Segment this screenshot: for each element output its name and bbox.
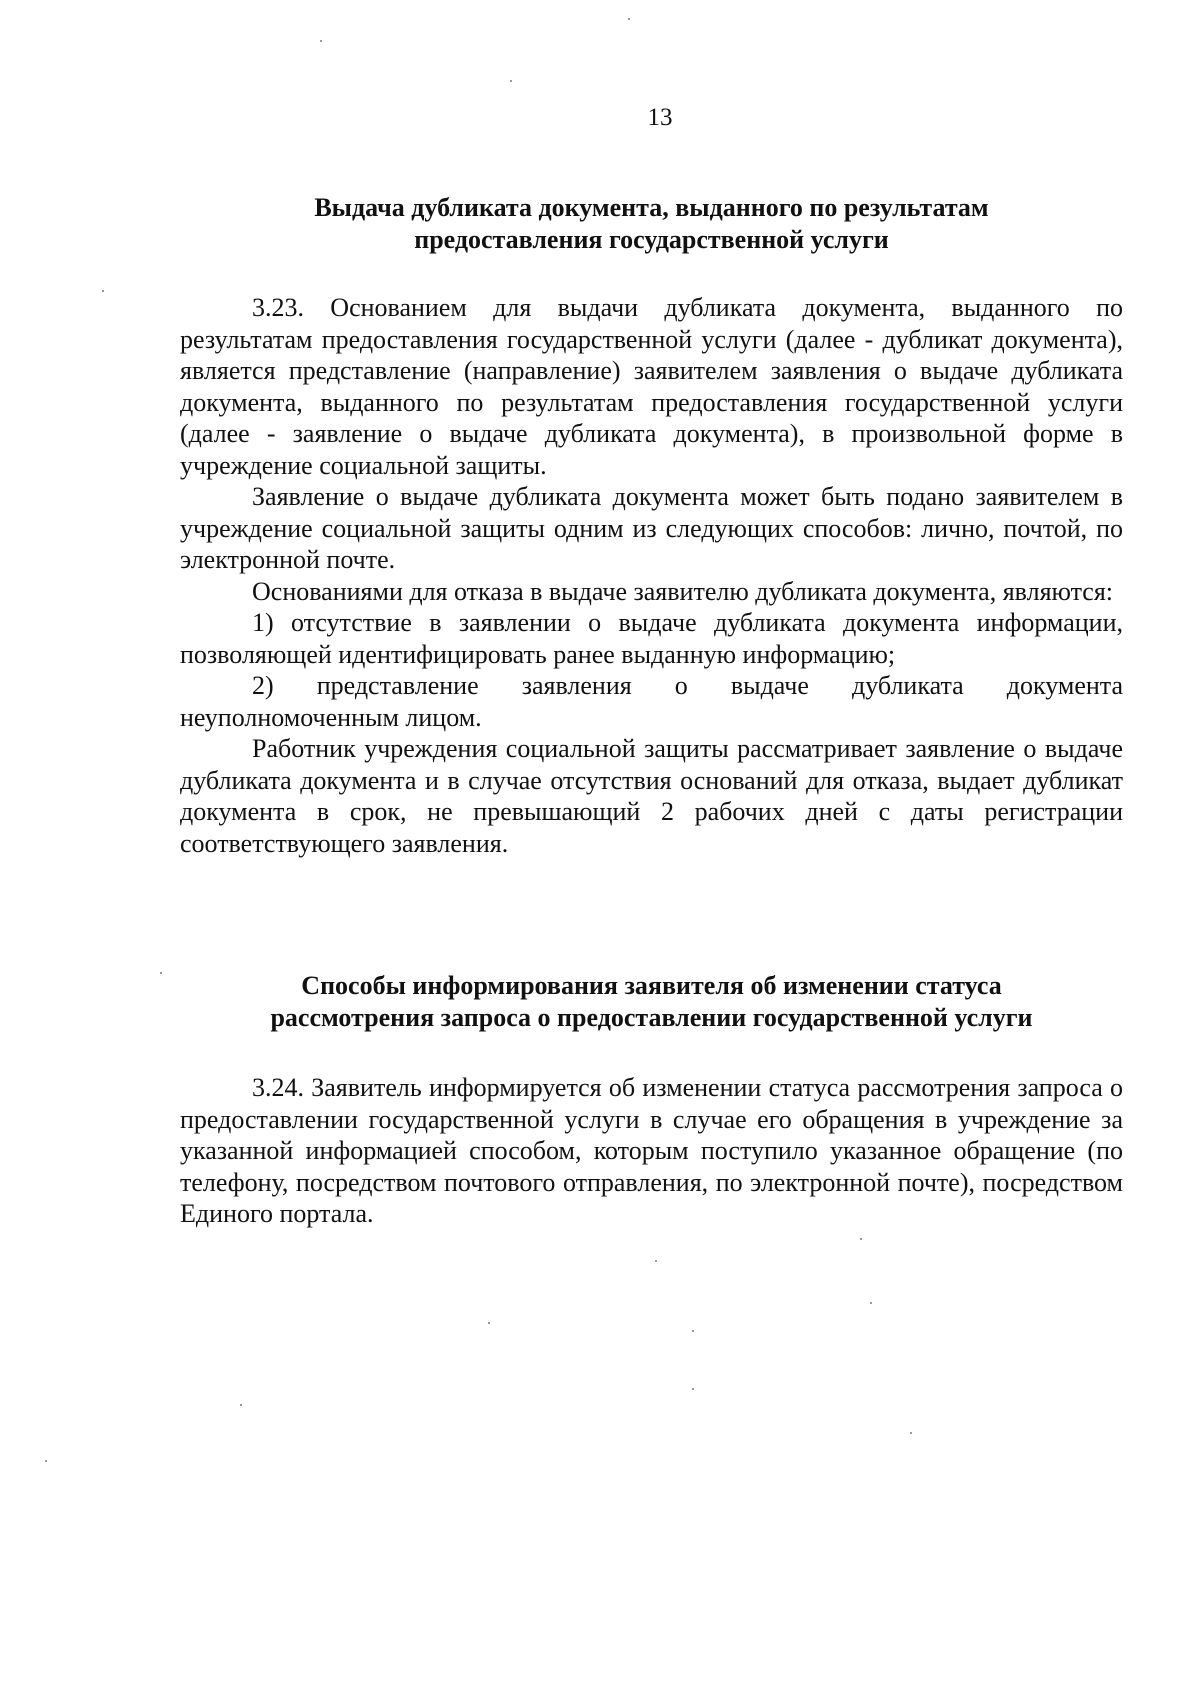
- scan-speck: [160, 972, 162, 974]
- scan-speck: [510, 80, 512, 82]
- heading-line: Способы информирования заявителя об изменении статуса: [301, 971, 1002, 1000]
- section-heading-status-notification: [180, 970, 1123, 1034]
- heading-line: Выдача дубликата документа, выданного по результатам: [314, 193, 989, 222]
- paragraph-3-23: 3.23. Основанием для выдачи дубликата документа, выданного по результатам предоставления государственной услуги (далее - дубликат документа), является представление (направление) заявителем заявления о выдаче дубликата документа, выданного по результатам предоставления государственной услуги (далее - заявление о выдаче дубликата документа), в произвольной форме в учреждение социальной защиты.: [180, 293, 1123, 480]
- paragraph-refusal-grounds: Основаниями для отказа в выдаче заявителю дубликата документа, являются:: [252, 576, 1114, 606]
- scan-speck: [240, 1404, 242, 1406]
- paragraph-3-24: 3.24. Заявитель информируется об изменении статуса рассмотрения запроса о предоставлении государственной услуги в случае его обращения в учреждение за указанной информацией способом, которым поступило указанное обращение (по телефону, посредством почтового отправления, по электронной почте), посредством Единого портала.: [180, 1073, 1123, 1228]
- scan-speck: [488, 1322, 490, 1324]
- list-item-refusal-1: 1) отсутствие в заявлении о выдаче дубликата документа информации, позволяющей идентифицировать ранее выданную информацию;: [180, 608, 1123, 669]
- scan-speck: [655, 1260, 657, 1262]
- page-number: 13: [647, 104, 673, 131]
- scan-speck: [860, 1238, 862, 1240]
- scan-speck: [692, 1388, 694, 1390]
- scan-speck: [320, 40, 322, 42]
- section-heading-duplicate-issuance: [180, 192, 1123, 256]
- scan-speck: [45, 1460, 47, 1462]
- section-body-status-notification: [180, 1072, 1123, 1230]
- scan-speck: [628, 18, 630, 20]
- scan-speck: [910, 1432, 912, 1434]
- list-item-refusal-2: 2) представление заявления о выдаче дубликата документа неуполномоченным лицом.: [180, 671, 1123, 732]
- section-body-duplicate-issuance: [180, 292, 1123, 859]
- heading-line: рассмотрения запроса о предоставлении государственной услуги: [270, 1003, 1033, 1032]
- paragraph-submission-methods: Заявление о выдаче дубликата документа может быть подано заявителем в учреждение социальной защиты одним из следующих способов: лично, почтой, по электронной почте.: [180, 482, 1123, 574]
- scan-speck: [692, 1330, 694, 1332]
- heading-line: предоставления государственной услуги: [414, 225, 889, 254]
- paragraph-review-timing: Работник учреждения социальной защиты рассматривает заявление о выдаче дубликата документа и в случае отсутствия оснований для отказа, выдает дубликат документа в срок, не превышающий 2 рабочих дней с даты регистрации соответствующего заявления.: [180, 734, 1123, 858]
- scan-speck: [102, 290, 104, 292]
- scan-speck: [870, 1302, 872, 1304]
